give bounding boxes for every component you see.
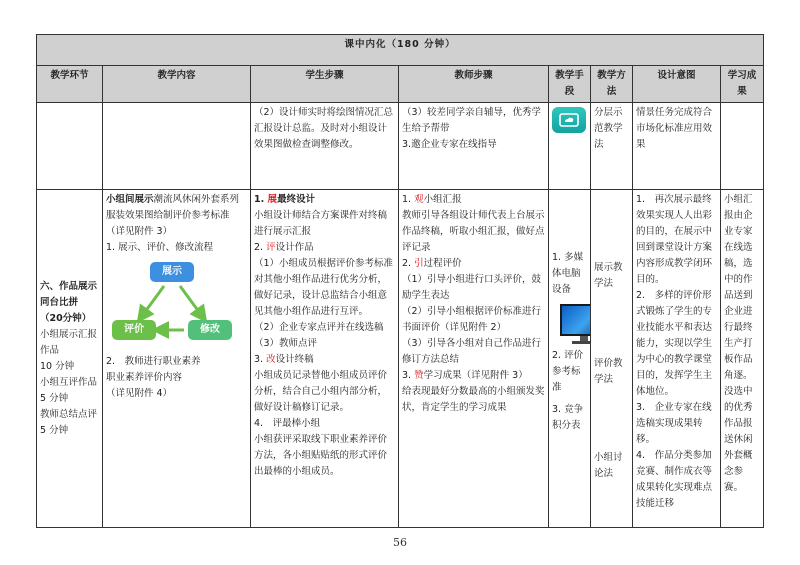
teacher-text: （2）引导小组根据评价标准进行书面评价（详见附件 2）: [402, 306, 542, 333]
student-text: （1）小组成员根据评价参考标准对其他小组作品进行优劣分析，做好记录，设计总监结合小组意见其他小组作品进行互评。: [254, 258, 394, 317]
cell-content: [103, 103, 251, 190]
intent-item: 1. 再次展示最终效果实现人人出彩的目的，在展示中回到课堂设计方案内容形成教学闭环目的。: [636, 194, 713, 285]
student-text: 小组成员记录替他小组成员评价分析，结合自己小组内部分析，做好设计稿修订记录。: [254, 370, 388, 413]
step-heading: 设计作品: [275, 242, 314, 253]
outcome-text: 小组汇报由企业专家在线选稿，选中的作品送到企业进行最终生产打板作品角逐。没选中的优秀作品报送休闲外套概念参赛。: [724, 194, 753, 493]
table-row: [37, 103, 764, 190]
teacher-text: 给表现最好分数最高的小组颁发奖状，肯定学生的学习成果: [402, 386, 545, 413]
step-number: 1.: [402, 194, 412, 205]
content-text: 职业素养评价内容: [106, 372, 183, 383]
intent-item: 4. 作品分类参加竞赛、制作成衣等成果转化实现难点技能迁移: [636, 450, 713, 509]
step-keyword: 展: [267, 194, 278, 205]
step-keyword: 改: [266, 354, 276, 365]
means-item: 2. 评价参考标准: [552, 350, 584, 393]
cell-method: [591, 103, 633, 190]
student-text: （2）企业专家点评并在线选稿: [254, 322, 384, 333]
step-heading: 设计终稿: [275, 354, 314, 365]
means-item: 1. 多媒体电脑设备: [552, 252, 584, 295]
student-text: （2）设计师实时将绘图情况汇总汇报设计总监。及时对小组设计效果图做检查调整修改。: [254, 107, 394, 150]
cell-means: [549, 103, 591, 190]
table-row: [37, 190, 764, 528]
step-heading: 小组汇报: [423, 194, 462, 205]
cloud-app-icon: [552, 107, 586, 133]
page-number: 56: [393, 536, 407, 549]
step-number: 2.: [254, 242, 264, 253]
cycle-node-evaluate: 评价: [112, 320, 156, 340]
header-means: 教学手段: [549, 66, 591, 103]
teacher-text: 教师引导各组设计师代表上台展示作品终稿，听取小组汇报，做好点评记录: [402, 210, 545, 253]
teacher-text: （1）引导小组进行口头评价，鼓励学生表达: [402, 274, 542, 301]
step-heading: 最终设计: [277, 194, 316, 205]
intent-item: 2. 多样的评价形式锻炼了学生的专业技能水平和表达能力，实现以学生为中心的教学课堂目的，发挥学生主体地位。: [636, 290, 713, 397]
stage-line: 小组展示汇报作品: [40, 328, 98, 356]
step-keyword: 评: [266, 242, 276, 253]
table-title: 课中内化（180 分钟）: [37, 35, 764, 66]
cell-student: [251, 103, 399, 190]
header-stage: 教学环节: [37, 66, 103, 103]
student-text: 小组设计师结合方案课件对终稿进行展示汇报: [254, 210, 388, 237]
cycle-node-show: 展示: [150, 262, 194, 282]
header-design-intent: 设计意图: [633, 66, 721, 103]
step-number: 2.: [402, 258, 412, 269]
monitor-icon: [560, 304, 591, 344]
stage-line: 教师总结点评 5 分钟: [40, 408, 98, 436]
stage-title: 六、作品展示同台比拼（20分钟）: [40, 280, 98, 324]
cell-intent: [633, 190, 721, 528]
cell-method: [591, 190, 633, 528]
cell-teacher: [399, 190, 549, 528]
step-number: 1.: [254, 194, 265, 205]
cell-outcome: [721, 190, 764, 528]
step-keyword: 观: [414, 194, 424, 205]
header-outcome: 学习成果: [721, 66, 764, 103]
cell-intent: [633, 103, 721, 190]
student-text: 4. 评最棒小组: [254, 418, 321, 429]
content-text: （详见附件 4）: [106, 388, 173, 399]
content-text: 1. 展示、评价、修改流程: [106, 242, 214, 253]
step-heading: 学习成果（详见附件 3）: [423, 370, 528, 381]
intent-text: 情景任务完成符合市场化标准应用效果: [636, 107, 713, 150]
step-number: 3.: [254, 354, 264, 365]
header-teacher-steps: 教师步骤: [399, 66, 549, 103]
content-text: 2. 教师进行职业素养: [106, 356, 201, 367]
step-heading: 过程评价: [423, 258, 462, 269]
cell-means: [549, 190, 591, 528]
cell-outcome: [721, 103, 764, 190]
lesson-plan-table: [36, 34, 764, 528]
method-item: 评价教学法: [594, 358, 623, 385]
teacher-text: （3）较差同学亲自辅导，优秀学生给予帮带: [402, 107, 542, 134]
method-item: 展示教学法: [594, 262, 623, 289]
stage-line: 10 分钟: [40, 360, 75, 372]
header-content: 教学内容: [103, 66, 251, 103]
process-cycle-diagram: [112, 262, 232, 346]
step-keyword: 赞: [414, 370, 424, 381]
header-student-steps: 学生步骤: [251, 66, 399, 103]
content-bold-lead: 小组间展示: [106, 194, 154, 205]
method-item: 小组讨论法: [594, 452, 623, 479]
step-number: 3.: [402, 370, 412, 381]
teacher-text: （3）引导各小组对自己作品进行修订方法总结: [402, 338, 542, 365]
student-text: （3）教师点评: [254, 338, 318, 349]
intent-item: 3. 企业专家在线选稿实现成果转移。: [636, 402, 712, 445]
step-keyword: 引: [414, 258, 424, 269]
cell-content: [103, 190, 251, 528]
means-item: 3. 竞争积分表: [552, 404, 584, 431]
header-method: 教学方法: [591, 66, 633, 103]
cell-stage: [37, 103, 103, 190]
teacher-text: 3.邀企业专家在线指导: [402, 139, 497, 150]
cell-teacher: [399, 103, 549, 190]
method-text: 分层示范教学法: [594, 107, 623, 150]
student-text: 小组获评采取线下职业素养评价方法，各小组贴贴纸的形式评价出最棒的小组成员。: [254, 434, 388, 477]
cell-student: [251, 190, 399, 528]
content-text: 潮流风休闲外套系列服装效果图给制评价参考标准（详见附件 3）: [106, 194, 240, 237]
cell-stage: [37, 190, 103, 528]
cycle-node-revise: 修改: [188, 320, 232, 340]
stage-line: 小组互评作品 5 分钟: [40, 376, 98, 404]
